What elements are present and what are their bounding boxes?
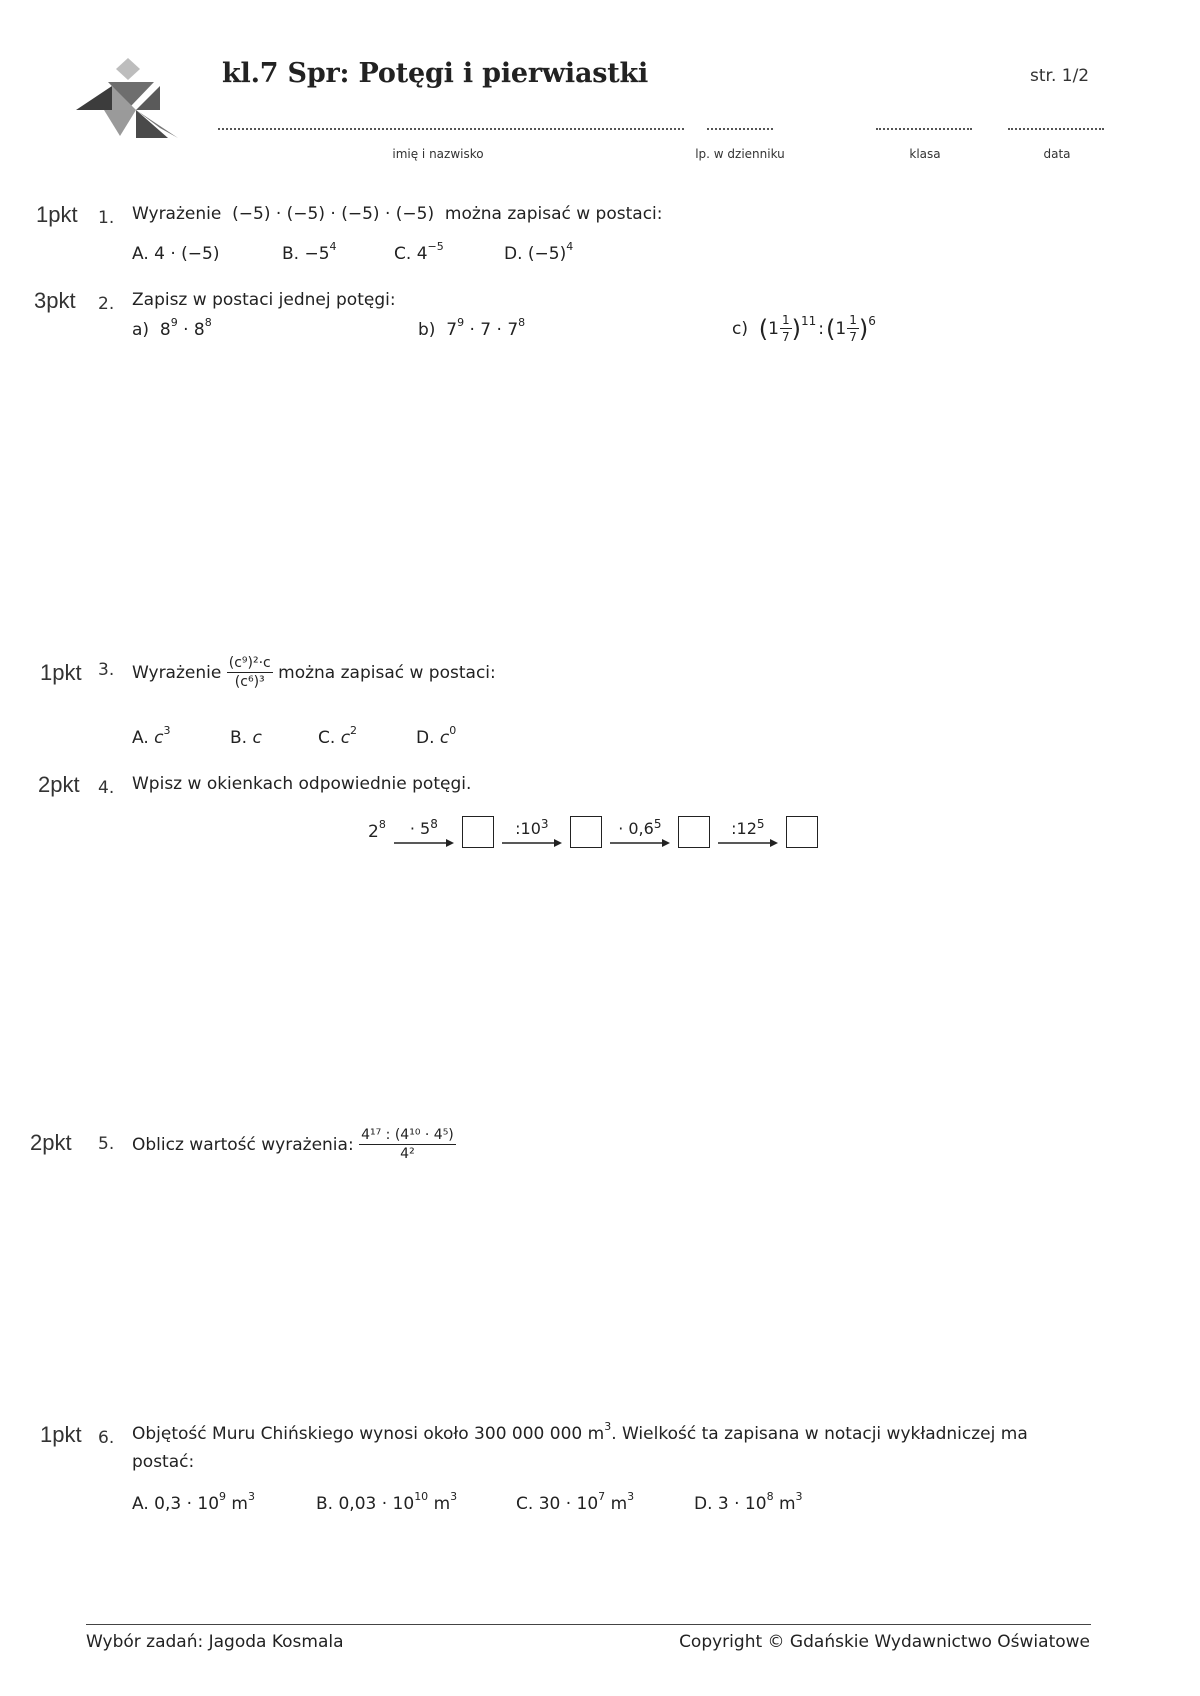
task-1-option-d[interactable]: D. $(-5)^4$ (504, 240, 574, 264)
task-2-part-a: a) $8^9 \cdot 8^8$ (132, 316, 212, 340)
chain-arrow-4: $:12^5$ (718, 818, 778, 847)
task-5-points: 2pkt (30, 1130, 72, 1155)
class-number-field-label: lp. w dzienniku (695, 147, 785, 161)
name-field-line (218, 128, 684, 130)
task-2-points: 3pkt (34, 288, 76, 313)
task-3-question: Wyrażenie $\frac{\text{(c⁹)²·c}}{\text{(c⁶)³}}$ można zapisać w postaci: (132, 655, 496, 690)
task-3-option-d[interactable]: D. $c^0$ (416, 724, 457, 748)
task-1-number: 1. (98, 208, 115, 228)
task-3-number: 3. (98, 660, 115, 680)
task-1-option-a[interactable]: A. 4 · (−5) (132, 244, 220, 264)
task-1-option-c[interactable]: C. $4^{-5}$ (394, 240, 444, 264)
task-6-question-line-2: postać: (132, 1452, 195, 1472)
footer-divider (86, 1624, 1091, 1625)
class-field-label: klasa (909, 147, 941, 161)
arrow-right-icon (718, 839, 778, 847)
task-6-number: 6. (98, 1428, 115, 1448)
footer-author: Wybór zadań: Jagoda Kosmala (86, 1632, 344, 1652)
task-6-option-d[interactable]: D. $3 \cdot 10^8$ $m^3$ (694, 1490, 803, 1514)
task-5-fraction: $\frac{\text{4¹⁷ : (4¹⁰ · 4⁵)}}{\text{4²}}$ (361, 1127, 454, 1162)
task-5-number: 5. (98, 1134, 115, 1154)
task-1-expression: (−5) · (−5) · (−5) · (−5) (232, 204, 435, 224)
task-3-option-a[interactable]: A. $c^3$ (132, 724, 171, 748)
answer-box-4[interactable] (786, 816, 818, 848)
class-field-line (876, 128, 972, 130)
task-4-chain (368, 816, 818, 848)
task-2-part-c: c) ( 1 $\frac{1}{7}$ ) 11 : ( 1 $\frac{1}{7}$ ) 6 (732, 313, 876, 344)
task-5-question: Oblicz wartość wyrażenia: $\frac{\text{4¹⁷ : (4¹⁰ · 4⁵)}}{\text{4²}}$ (132, 1127, 454, 1162)
answer-box-3[interactable] (678, 816, 710, 848)
class-number-field-line (707, 128, 773, 130)
chain-arrow-3: · $0,6^5$ (610, 818, 670, 847)
date-field-label: data (1043, 147, 1071, 161)
task-3-option-b[interactable]: B. c (230, 728, 262, 748)
task-6-option-a[interactable]: A. $0,3 \cdot 10^9$ $m^3$ (132, 1490, 255, 1514)
answer-box-1[interactable] (462, 816, 494, 848)
answer-box-2[interactable] (570, 816, 602, 848)
task-2-number: 2. (98, 294, 115, 314)
page-title: kl.7 Spr: Potęgi i pierwiastki (222, 58, 649, 89)
chain-start: $2^8$ (368, 818, 386, 842)
arrow-right-icon (394, 839, 454, 847)
date-field-line (1008, 128, 1104, 130)
arrow-right-icon (502, 839, 562, 847)
task-4-number: 4. (98, 778, 115, 798)
task-1-option-b[interactable]: B. $-5^4$ (282, 240, 337, 264)
publisher-logo (74, 54, 184, 146)
task-3-fraction: $\frac{\text{(c⁹)²·c}}{\text{(c⁶)³}}$ (228, 655, 271, 690)
task-4-points: 2pkt (38, 772, 80, 797)
task-2-part-b: b) $7^9 \cdot 7 \cdot 7^8$ (418, 316, 526, 340)
footer-copyright: Copyright © Gdańskie Wydawnictwo Oświatowe (679, 1632, 1090, 1652)
page-number: str. 1/2 (1030, 66, 1090, 86)
task-6-question-line-1: Objętość Muru Chińskiego wynosi około 300 000 000 $m^3$. Wielkość ta zapisana w notacji wykładniczej ma (132, 1420, 1028, 1444)
task-6-option-b[interactable]: B. $0,03 \cdot 10^{10}$ $m^3$ (316, 1490, 458, 1514)
chain-arrow-1: · $5^8$ (394, 818, 454, 847)
task-3-option-c[interactable]: C. $c^2$ (318, 724, 358, 748)
arrow-right-icon (610, 839, 670, 847)
name-field-label: imię i nazwisko (392, 147, 484, 161)
task-4-question: Wpisz w okienkach odpowiednie potęgi. (132, 774, 472, 794)
task-3-points: 1pkt (40, 660, 82, 685)
task-6-option-c[interactable]: C. $30 \cdot 10^7$ $m^3$ (516, 1490, 635, 1514)
task-1-question: Wyrażenie (−5) · (−5) · (−5) · (−5) można zapisać w postaci: (132, 204, 663, 224)
task-6-points: 1pkt (40, 1422, 82, 1447)
task-1-points: 1pkt (36, 202, 78, 227)
chain-arrow-2: $:10^3$ (502, 818, 562, 847)
task-2-question: Zapisz w postaci jednej potęgi: (132, 290, 396, 310)
